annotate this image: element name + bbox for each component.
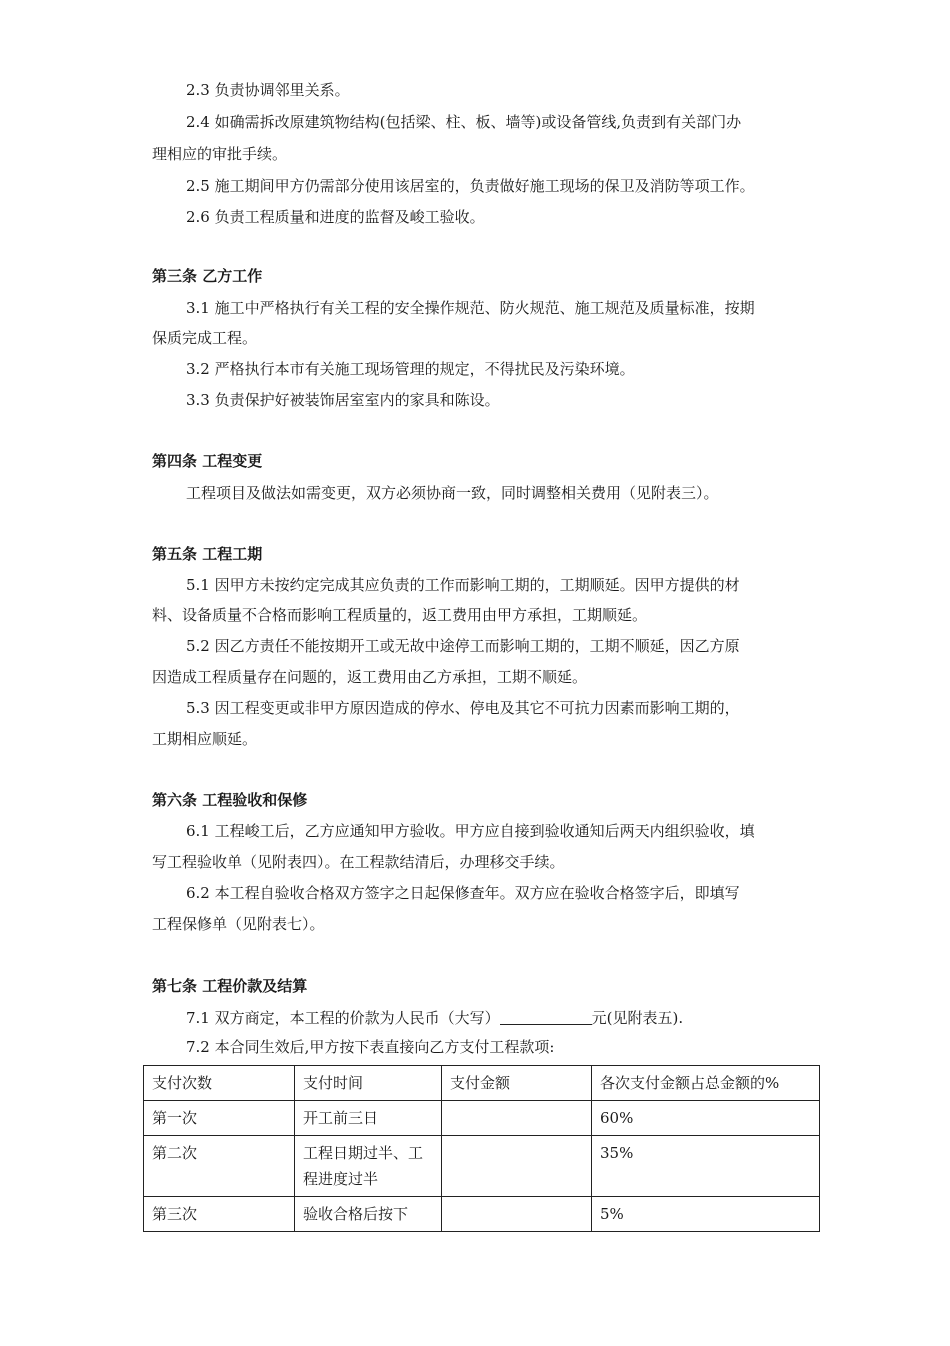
clause-3-1: 3.1 施工中严格执行有关工程的安全操作规范、防火规范、施工规范及质量标准，按期 (186, 299, 755, 317)
clause-5-2: 5.2 因乙方责任不能按期开工或无故中途停工而影响工期的，工期不顺延，因乙方原 (186, 637, 740, 655)
clause-7-1-suffix: 元(见附表五). (591, 1009, 684, 1027)
table-row (144, 1197, 820, 1232)
clause-2-3: 2.3 负责协调邻里关系。 (186, 81, 350, 99)
table-cell: 工程日期过半、工程进度过半 (295, 1136, 442, 1197)
header-cell: 支付时间 (295, 1066, 442, 1101)
table-row (144, 1136, 820, 1197)
table-cell: 第三次 (144, 1197, 295, 1232)
table-cell: 验收合格后按下 (295, 1197, 442, 1232)
clause-2-5: 2.5 施工期间甲方仍需部分使用该居室的，负责做好施工现场的保卫及消防等项工作。 (186, 177, 755, 195)
clause-5-3: 5.3 因工程变更或非甲方原因造成的停水、停电及其它不可抗力因素而影响工期的， (186, 699, 740, 717)
table-cell: 60% (592, 1101, 820, 1136)
clause-6-1-cont: 写工程验收单（见附表四）。在工程款结清后，办理移交手续。 (152, 853, 565, 871)
table-cell: 第一次 (144, 1101, 295, 1136)
clause-7-2: 7.2 本合同生效后,甲方按下表直接向乙方支付工程款项: (186, 1038, 555, 1056)
article-3-heading: 第三条 乙方工作 (152, 267, 263, 285)
payment-table (143, 1065, 820, 1232)
table-cell (442, 1136, 592, 1197)
table-cell: 35% (592, 1136, 820, 1197)
header-cell: 支付金额 (442, 1066, 592, 1101)
amount-blank (500, 1009, 592, 1025)
header-cell: 各次支付金额占总金额的% (592, 1066, 820, 1101)
clause-6-2-cont: 工程保修单（见附表七）。 (152, 915, 325, 933)
clause-5-3-cont: 工期相应顺延。 (152, 730, 258, 748)
clause-6-1: 6.1 工程峻工后，乙方应通知甲方验收。甲方应自接到验收通知后两天内组织验收，填 (186, 822, 755, 840)
table-cell (442, 1101, 592, 1136)
clause-3-3: 3.3 负责保护好被装饰居室室内的家具和陈设。 (186, 391, 500, 409)
clause-6-2: 6.2 本工程自验收合格双方签字之日起保修查年。双方应在验收合格签字后，即填写 (186, 884, 740, 902)
article-4-heading: 第四条 工程变更 (152, 452, 263, 470)
clause-2-6: 2.6 负责工程质量和进度的监督及峻工验收。 (186, 208, 485, 226)
table-row (144, 1101, 820, 1136)
article-7-heading: 第七条 工程价款及结算 (152, 977, 308, 995)
header-cell: 支付次数 (144, 1066, 295, 1101)
table-cell: 第二次 (144, 1136, 295, 1197)
article-6-heading: 第六条 工程验收和保修 (152, 791, 308, 809)
clause-7-1-text: 7.1 双方商定，本工程的价款为人民币（大写） (186, 1009, 500, 1027)
table-cell (442, 1197, 592, 1232)
article-5-heading: 第五条 工程工期 (152, 545, 263, 563)
clause-5-1: 5.1 因甲方未按约定完成其应负责的工作而影响工期的，工期顺延。因甲方提供的材 (186, 576, 740, 594)
clause-2-4: 2.4 如确需拆改原建筑物结构(包括梁、柱、板、墙等)或设备管线,负责到有关部门办 (186, 113, 742, 131)
clause-3-2: 3.2 严格执行本市有关施工现场管理的规定，不得扰民及污染环境。 (186, 360, 635, 378)
table-cell: 开工前三日 (295, 1101, 442, 1136)
table-header-row (144, 1066, 820, 1101)
clause-2-4-cont: 理相应的审批手续。 (152, 145, 288, 163)
clause-5-2-cont: 因造成工程质量存在问题的，返工费用由乙方承担，工期不顺延。 (152, 668, 588, 686)
table-cell: 5% (592, 1197, 820, 1232)
clause-5-1-cont: 料、设备质量不合格而影响工程质量的，返工费用由甲方承担，工期顺延。 (152, 606, 648, 624)
clause-7-1 (186, 1008, 856, 1028)
article-4-text: 工程项目及做法如需变更，双方必须协商一致，同时调整相关费用（见附表三）。 (186, 484, 719, 502)
clause-3-1-cont: 保质完成工程。 (152, 329, 258, 347)
